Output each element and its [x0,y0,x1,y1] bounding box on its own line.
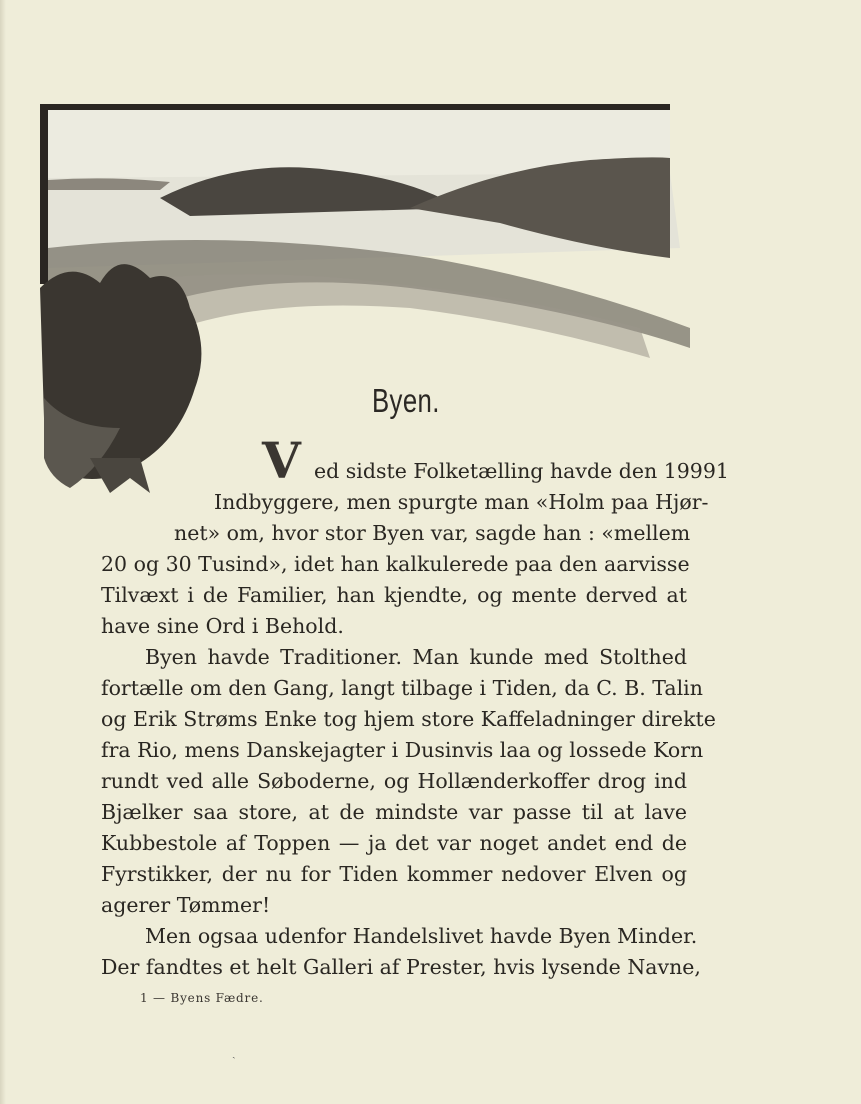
chapter-title: Byen. [372,382,440,419]
text-line: Byen havde Traditioner. Man kunde med Stolthed [145,645,687,669]
footnote: 1 — Byens Fædre. [140,991,264,1005]
text-line: agerer Tømmer! [101,893,271,917]
text-line: Bjælker saa store, at de mindste var passe til at lave [101,800,687,824]
text-line: rundt ved alle Søboderne, og Hollænderkoffer drog ind [101,769,687,793]
text-line: Men ogsaa udenfor Handelslivet havde Byen Minder. [145,924,698,948]
text-line: Tilvæxt i de Familier, han kjendte, og mente derved at [101,583,687,607]
text-line: Kubbestole af Toppen — ja det var noget andet end de [101,831,687,855]
text-line: fortælle om den Gang, langt tilbage i Tiden, da C. B. Talin [101,676,703,700]
text-line: Der fandtes et helt Galleri af Prester, hvis lysende Navne, [101,955,701,979]
text-line: Fyrstikker, der nu for Tiden kommer nedover Elven og [101,862,687,886]
landscape-illustration [30,98,729,518]
print-mark: ˎ [232,1046,236,1059]
text-line: og Erik Strøms Enke tog hjem store Kaffeladninger direkte [101,707,716,731]
text-line: have sine Ord i Behold. [101,614,344,638]
text-line: fra Rio, mens Danskejagter i Dusinvis laa og lossede Korn [101,738,704,762]
drop-cap-letter: V [262,431,301,490]
page-edge [0,0,6,1104]
text-line: 20 og 30 Tusind», idet han kalkulerede paa den aarvisse [101,552,690,576]
text-line: Indbyggere, men spurgte man «Holm paa Hjør- [214,490,709,514]
text-line: net» om, hvor stor Byen var, sagde han : «mellem [174,521,691,545]
text-line: ed sidste Folketælling havde den 19991 [314,459,729,483]
